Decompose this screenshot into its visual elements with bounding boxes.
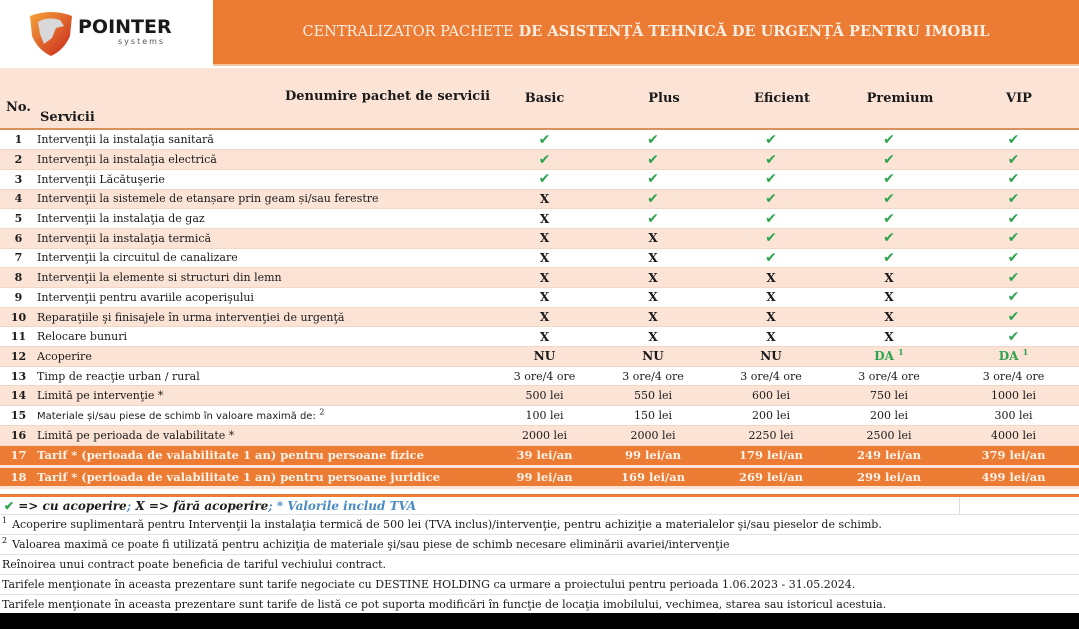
col-header-plus: Plus bbox=[648, 91, 680, 106]
row-number: 7 bbox=[0, 248, 37, 268]
service-name bbox=[37, 386, 495, 406]
x-mark: X bbox=[884, 310, 894, 325]
footnote-text: Tarifele menţionate în aceasta prezentare sunt tarife de listă ce pot suporta modificări în funcţie de locaţia imobilului, vechimea, starea sau istoricul acestuia. bbox=[2, 598, 887, 611]
cell-plus: 2000 lei bbox=[594, 425, 712, 445]
cell-plus bbox=[594, 268, 712, 288]
cell-eficient bbox=[712, 327, 830, 347]
tariff-vip: 499 lei/an bbox=[948, 466, 1079, 487]
check-icon: ✔ bbox=[765, 151, 777, 168]
title-part-1: CENTRALIZATOR PACHETE bbox=[302, 24, 514, 40]
cell-basic bbox=[495, 130, 594, 150]
check-icon: ✔ bbox=[538, 131, 551, 148]
service-name bbox=[37, 366, 495, 386]
check-icon: ✔ bbox=[765, 131, 777, 148]
table-row bbox=[0, 307, 1079, 327]
footnote-text: Tarifele menţionate în aceasta prezentare sunt tarife negociate cu DESTINE HOLDING ca urmare a proiectului pentru perioada 1.06.2023 - 31.05.2024. bbox=[2, 578, 856, 591]
check-icon: ✔ bbox=[765, 249, 777, 266]
cell-vip bbox=[948, 307, 1079, 327]
col-header-eficient: Eficient bbox=[754, 91, 810, 106]
service-name: Intervenţii la circuitul de canalizare bbox=[37, 248, 495, 268]
check-icon: ✔ bbox=[1007, 230, 1020, 247]
table-row bbox=[0, 228, 1079, 248]
tariff-name: Tarif * (perioada de valabilitate 1 an) pentru persoane fizice bbox=[37, 445, 495, 466]
x-mark: X bbox=[648, 270, 658, 285]
tariff-premium: 249 lei/an bbox=[830, 445, 948, 466]
x-mark: X bbox=[766, 270, 776, 285]
col-header-premium: Premium bbox=[866, 91, 934, 106]
x-mark: X bbox=[648, 231, 658, 246]
tariff-plus: 169 lei/an bbox=[594, 466, 712, 487]
cell-plus: 3 ore/4 ore bbox=[594, 366, 712, 386]
table-row bbox=[0, 169, 1079, 189]
cell-eficient bbox=[712, 307, 830, 327]
row-number: 14 bbox=[0, 386, 37, 406]
cell-premium bbox=[830, 169, 948, 189]
service-name: Intervenţii la instalaţia electrică bbox=[37, 150, 495, 170]
row-number: 10 bbox=[0, 307, 37, 327]
check-icon: ✔ bbox=[1007, 269, 1020, 286]
cell-basic: 500 lei bbox=[495, 386, 594, 406]
footnote-text: Reînoirea unui contract poate beneficia de tariful vechiului contract. bbox=[2, 558, 387, 571]
cell-plus bbox=[594, 248, 712, 268]
check-icon: ✔ bbox=[1007, 210, 1020, 227]
title-part-2: DE ASISTENȚĂ TEHNICĂ DE URGENȚĂ PENTRU IMOBIL bbox=[518, 23, 990, 40]
cell-plus: 150 lei bbox=[594, 406, 712, 426]
service-name: Intervenţii Lăcătuşerie bbox=[37, 169, 495, 189]
check-icon: ✔ bbox=[883, 171, 895, 188]
row-number: 6 bbox=[0, 228, 37, 248]
coverage-value: NU bbox=[642, 349, 664, 364]
cell-plus bbox=[594, 347, 712, 367]
x-mark: X bbox=[539, 290, 550, 305]
cell-eficient: 2250 lei bbox=[712, 425, 830, 445]
row-number: 5 bbox=[0, 209, 37, 229]
check-icon: ✔ bbox=[883, 131, 895, 148]
footnote bbox=[0, 574, 1079, 594]
footnote-text: Valoarea maximă ce poate fi utilizată pentru achiziţia de materiale şi/sau piese de schimb necesare eliminării avariei/intervenţie bbox=[12, 538, 730, 551]
check-icon: ✔ bbox=[1007, 249, 1020, 266]
cell-basic bbox=[495, 228, 594, 248]
table-row bbox=[0, 386, 1079, 406]
service-name: Intervenţii la instalaţia sanitară bbox=[37, 130, 495, 150]
legend-check-meaning: => cu acoperire bbox=[18, 499, 127, 513]
check-icon: ✔ bbox=[647, 151, 659, 168]
cell-basic bbox=[495, 288, 594, 308]
tariff-eficient: 179 lei/an bbox=[712, 445, 830, 466]
check-icon: ✔ bbox=[765, 171, 777, 188]
check-icon: ✔ bbox=[1007, 289, 1020, 306]
x-mark: X bbox=[539, 211, 550, 226]
x-mark: X bbox=[539, 231, 550, 246]
coverage-value: DA bbox=[874, 349, 894, 364]
x-mark: X bbox=[884, 290, 894, 305]
service-name-text: Limită pe intervenţie * bbox=[37, 389, 164, 403]
x-mark: X bbox=[884, 329, 894, 344]
check-icon: ✔ bbox=[883, 151, 895, 168]
col-header-package-name: Denumire pachet de servicii bbox=[285, 89, 491, 104]
cell-basic bbox=[495, 347, 594, 367]
x-mark: X bbox=[539, 191, 550, 206]
cell-eficient bbox=[712, 228, 830, 248]
cell-vip: 4000 lei bbox=[948, 425, 1079, 445]
table-row bbox=[0, 327, 1079, 347]
logo-subtext: systems bbox=[118, 37, 166, 46]
cell-vip bbox=[948, 130, 1079, 150]
cell-vip bbox=[948, 327, 1079, 347]
cell-eficient: 600 lei bbox=[712, 386, 830, 406]
check-icon: ✔ bbox=[1007, 131, 1020, 148]
cell-premium bbox=[830, 189, 948, 209]
footnote-text: Acoperire suplimentară pentru Intervenţii la instalaţia termică de 500 lei (TVA inclus)/intervenţie, pentru achiziţie a materialelor şi/sau pieselor de schimb. bbox=[12, 518, 882, 531]
check-icon: ✔ bbox=[1007, 309, 1020, 326]
coverage-value: NU bbox=[760, 349, 782, 364]
cell-vip bbox=[948, 228, 1079, 248]
service-name: Intervenţii la instalaţia termică bbox=[37, 228, 495, 248]
check-icon: ✔ bbox=[647, 131, 659, 148]
check-icon: ✔ bbox=[1007, 171, 1020, 188]
cell-plus bbox=[594, 327, 712, 347]
footnote-mark: 1 bbox=[898, 347, 904, 358]
cell-basic bbox=[495, 248, 594, 268]
cell-eficient bbox=[712, 209, 830, 229]
tariff-eficient: 269 lei/an bbox=[712, 466, 830, 487]
cell-vip bbox=[948, 288, 1079, 308]
table-row bbox=[0, 248, 1079, 268]
table-row bbox=[0, 209, 1079, 229]
check-icon: ✔ bbox=[765, 210, 777, 227]
table-row bbox=[0, 347, 1079, 367]
check-icon: ✔ bbox=[4, 499, 15, 513]
check-icon: ✔ bbox=[883, 190, 895, 207]
footnote bbox=[0, 554, 1079, 574]
table-row bbox=[0, 366, 1079, 386]
check-icon: ✔ bbox=[1007, 190, 1020, 207]
footnote bbox=[0, 594, 1079, 614]
cell-premium bbox=[830, 307, 948, 327]
check-icon: ✔ bbox=[647, 210, 659, 227]
service-name: Acoperire bbox=[37, 347, 495, 367]
service-name bbox=[37, 406, 495, 426]
cell-vip: 1000 lei bbox=[948, 386, 1079, 406]
cell-premium bbox=[830, 288, 948, 308]
coverage-value: DA bbox=[998, 349, 1019, 364]
cell-plus bbox=[594, 307, 712, 327]
table-row bbox=[0, 130, 1079, 150]
service-name: Reparaţiile şi finisajele în urma intervenţiei de urgenţă bbox=[37, 307, 495, 327]
cell-vip bbox=[948, 209, 1079, 229]
col-header-no: No. bbox=[6, 100, 31, 115]
x-mark: X bbox=[539, 250, 550, 265]
table-row bbox=[0, 425, 1079, 445]
table-row bbox=[0, 406, 1079, 426]
legend bbox=[0, 494, 1079, 514]
tariff-plus: 99 lei/an bbox=[594, 445, 712, 466]
check-icon: ✔ bbox=[1007, 151, 1020, 168]
service-name: Relocare bunuri bbox=[37, 327, 495, 347]
cell-eficient bbox=[712, 347, 830, 367]
cell-basic: 3 ore/4 ore bbox=[495, 366, 594, 386]
row-number: 12 bbox=[0, 347, 37, 367]
shield-logo-icon bbox=[26, 8, 76, 58]
cell-plus bbox=[594, 169, 712, 189]
service-name: Intervenţii la sistemele de etanșare prin geam și/sau ferestre bbox=[37, 189, 495, 209]
cell-premium bbox=[830, 150, 948, 170]
check-icon: ✔ bbox=[765, 190, 777, 207]
cell-basic: 100 lei bbox=[495, 406, 594, 426]
service-name: Intervenţii pentru avariile acoperişului bbox=[37, 288, 495, 308]
cell-plus bbox=[594, 130, 712, 150]
check-icon: ✔ bbox=[883, 230, 895, 247]
footnote-mark: 1 bbox=[2, 516, 8, 526]
legend-x-meaning: => fără acoperire bbox=[148, 499, 269, 513]
page-title bbox=[213, 23, 1079, 40]
cell-eficient bbox=[712, 189, 830, 209]
cell-vip bbox=[948, 169, 1079, 189]
row-number: 3 bbox=[0, 169, 37, 189]
cell-eficient: 3 ore/4 ore bbox=[712, 366, 830, 386]
cell-eficient bbox=[712, 150, 830, 170]
cell-eficient: 200 lei bbox=[712, 406, 830, 426]
tariff-basic: 99 lei/an bbox=[495, 466, 594, 487]
x-mark: X bbox=[766, 329, 776, 344]
col-header-basic: Basic bbox=[524, 91, 565, 106]
footnote bbox=[0, 514, 1079, 534]
cell-vip: 300 lei bbox=[948, 406, 1079, 426]
table-row bbox=[0, 189, 1079, 209]
check-icon: ✔ bbox=[1007, 328, 1020, 345]
footnote-mark: 1 bbox=[1022, 347, 1029, 358]
packages-table bbox=[0, 130, 1079, 489]
x-mark: X bbox=[539, 329, 550, 344]
x-mark: X bbox=[648, 250, 658, 265]
cell-basic bbox=[495, 150, 594, 170]
check-icon: ✔ bbox=[538, 171, 551, 188]
coverage-value: NU bbox=[533, 349, 556, 364]
cell-eficient bbox=[712, 169, 830, 189]
x-mark: X bbox=[648, 329, 658, 344]
service-name-text: Timp de reacţie urban / rural bbox=[37, 369, 200, 383]
cell-premium: 2500 lei bbox=[830, 425, 948, 445]
x-mark: X bbox=[539, 270, 550, 285]
cell-basic bbox=[495, 189, 594, 209]
cell-eficient bbox=[712, 248, 830, 268]
cell-basic bbox=[495, 209, 594, 229]
cell-plus: 550 lei bbox=[594, 386, 712, 406]
service-name: Intervenţii la instalaţia de gaz bbox=[37, 209, 495, 229]
check-icon: ✔ bbox=[765, 230, 777, 247]
tariff-name: Tarif * (perioada de valabilitate 1 an) pentru persoane juridice bbox=[37, 466, 495, 487]
row-number: 2 bbox=[0, 150, 37, 170]
cell-basic bbox=[495, 169, 594, 189]
footnote bbox=[0, 534, 1079, 554]
table-row bbox=[0, 268, 1079, 288]
cell-vip: 3 ore/4 ore bbox=[948, 366, 1079, 386]
cell-vip bbox=[948, 268, 1079, 288]
cell-premium bbox=[830, 347, 948, 367]
cell-vip bbox=[948, 189, 1079, 209]
check-icon: ✔ bbox=[647, 171, 659, 188]
x-mark: X bbox=[648, 310, 658, 325]
cell-eficient bbox=[712, 268, 830, 288]
cell-premium bbox=[830, 268, 948, 288]
cell-eficient bbox=[712, 288, 830, 308]
cell-plus bbox=[594, 209, 712, 229]
tariff-row bbox=[0, 445, 1079, 466]
tariff-premium: 299 lei/an bbox=[830, 466, 948, 487]
row-number: 13 bbox=[0, 366, 37, 386]
cell-vip bbox=[948, 347, 1079, 367]
cell-vip bbox=[948, 248, 1079, 268]
x-mark: X bbox=[884, 270, 894, 285]
cell-vip bbox=[948, 150, 1079, 170]
cell-premium: 3 ore/4 ore bbox=[830, 366, 948, 386]
bottom-bar bbox=[0, 613, 1079, 629]
service-name: Intervenţii la elemente si structuri din lemn bbox=[37, 268, 495, 288]
row-number: 4 bbox=[0, 189, 37, 209]
cell-premium: 200 lei bbox=[830, 406, 948, 426]
table-header-row bbox=[0, 68, 1079, 130]
service-name bbox=[37, 425, 495, 445]
x-mark: X bbox=[766, 310, 776, 325]
tariff-vip: 379 lei/an bbox=[948, 445, 1079, 466]
cell-premium bbox=[830, 130, 948, 150]
check-icon: ✔ bbox=[883, 249, 895, 266]
legend-sep-2: ; bbox=[268, 499, 273, 513]
x-mark: X bbox=[539, 310, 550, 325]
cell-eficient bbox=[712, 130, 830, 150]
row-number: 1 bbox=[0, 130, 37, 150]
row-number: 17 bbox=[0, 445, 37, 466]
cell-plus bbox=[594, 288, 712, 308]
cell-premium bbox=[830, 327, 948, 347]
footnote-mark: 2 bbox=[2, 536, 8, 546]
row-number: 9 bbox=[0, 288, 37, 308]
cell-plus bbox=[594, 189, 712, 209]
cell-basic: 2000 lei bbox=[495, 425, 594, 445]
tariff-row bbox=[0, 466, 1079, 487]
cell-premium bbox=[830, 248, 948, 268]
check-icon: ✔ bbox=[647, 190, 659, 207]
col-header-services: Servicii bbox=[40, 110, 95, 125]
x-mark: X bbox=[766, 290, 776, 305]
legend-x-symbol: X bbox=[135, 499, 145, 513]
top-bar bbox=[0, 0, 1079, 66]
table-row bbox=[0, 288, 1079, 308]
row-number: 8 bbox=[0, 268, 37, 288]
row-number: 16 bbox=[0, 425, 37, 445]
cell-plus bbox=[594, 150, 712, 170]
cell-premium bbox=[830, 209, 948, 229]
row-number: 18 bbox=[0, 466, 37, 487]
service-name-text: Limită pe perioada de valabilitate * bbox=[37, 428, 235, 442]
cell-basic bbox=[495, 307, 594, 327]
cell-basic bbox=[495, 327, 594, 347]
cell-premium bbox=[830, 228, 948, 248]
tariff-basic: 39 lei/an bbox=[495, 445, 594, 466]
cell-plus bbox=[594, 228, 712, 248]
legend-text bbox=[4, 499, 416, 513]
legend-vat-note: * Valorile includ TVA bbox=[276, 499, 417, 513]
col-header-vip: VIP bbox=[1006, 91, 1032, 106]
check-icon: ✔ bbox=[883, 210, 895, 227]
legend-sep-1: ; bbox=[126, 499, 132, 513]
pointer-logo bbox=[26, 8, 186, 58]
cell-premium: 750 lei bbox=[830, 386, 948, 406]
x-mark: X bbox=[648, 290, 658, 305]
title-band bbox=[213, 0, 1079, 66]
cell-basic bbox=[495, 268, 594, 288]
check-icon: ✔ bbox=[538, 151, 551, 168]
service-name-text: Materiale și/sau piese de schimb în valoare maximă de: bbox=[37, 410, 316, 422]
logo-text: POINTER bbox=[78, 16, 172, 38]
row-number: 11 bbox=[0, 327, 37, 347]
table-row bbox=[0, 150, 1079, 170]
footnote-mark: 2 bbox=[319, 407, 325, 417]
row-number: 15 bbox=[0, 406, 37, 426]
